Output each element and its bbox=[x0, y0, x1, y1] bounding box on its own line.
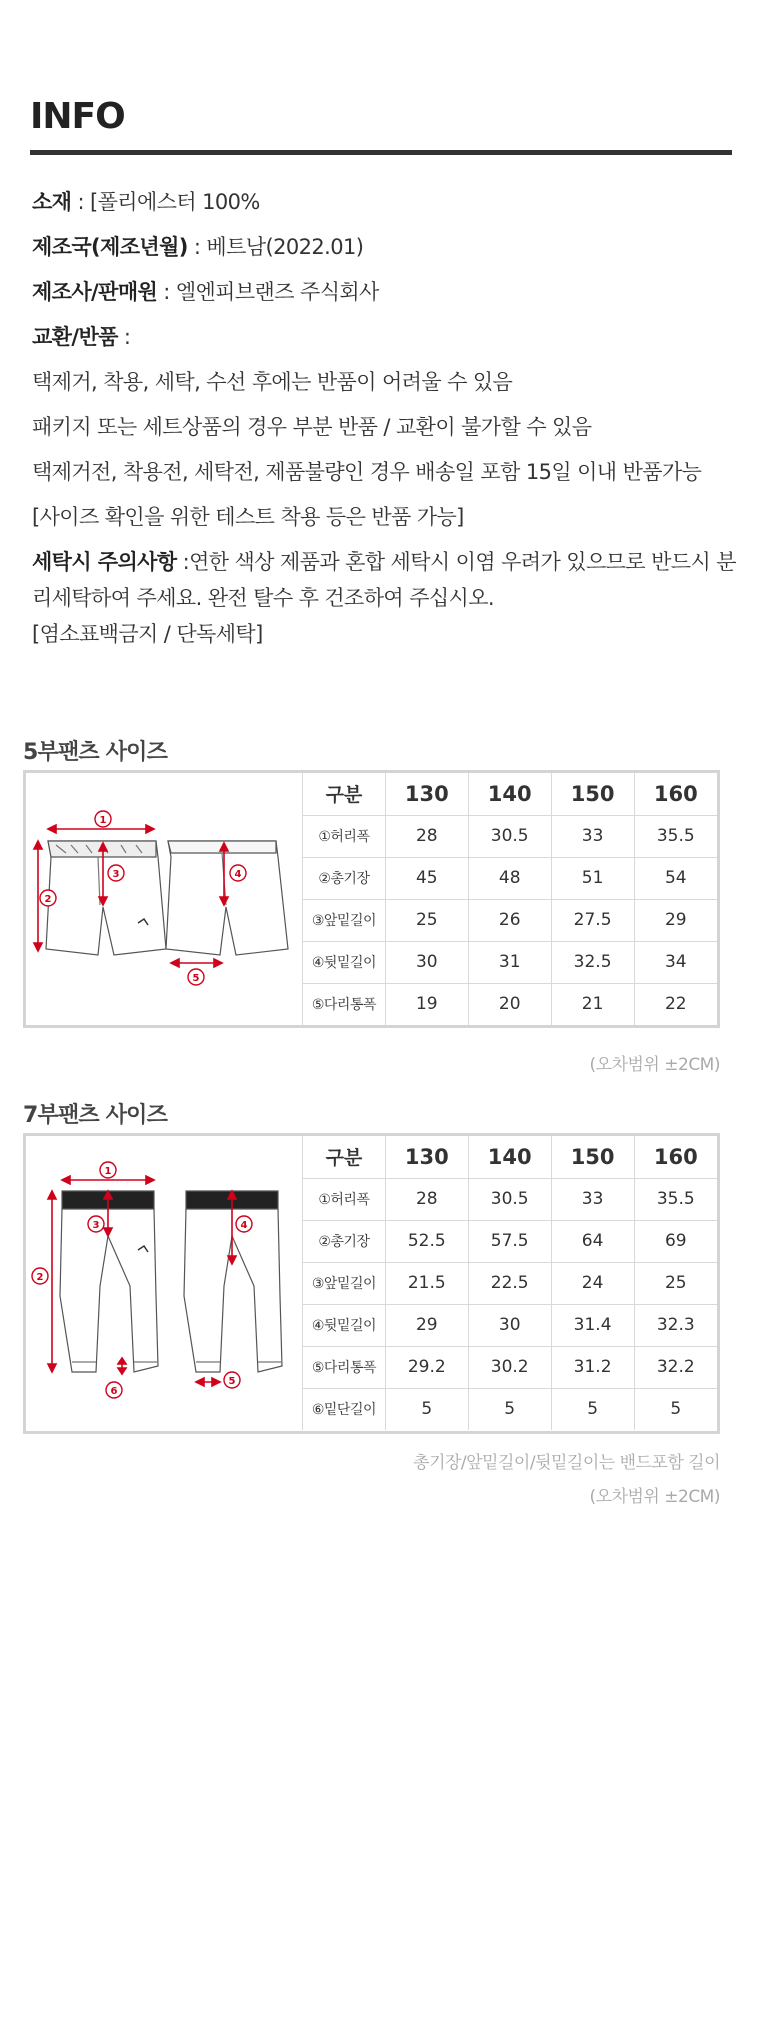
pants-marker-label-5: 5 bbox=[228, 1376, 236, 1387]
table-cell: 5 bbox=[634, 1388, 717, 1430]
table-cell: 19 bbox=[385, 983, 468, 1025]
table-row bbox=[303, 983, 718, 1025]
table-row bbox=[303, 899, 718, 941]
table-cell: 28 bbox=[385, 1178, 468, 1220]
maker-label: 제조사/판매원 bbox=[32, 280, 158, 304]
material-label: 소재 bbox=[32, 190, 72, 214]
shorts-marker-label-4: 4 bbox=[234, 869, 242, 880]
shorts-marker-label-5: 5 bbox=[192, 973, 200, 984]
table-cell: 33 bbox=[551, 1178, 634, 1220]
pants-size-title: 7부팬츠 사이즈 bbox=[23, 1103, 168, 1128]
table-cell: 22.5 bbox=[468, 1262, 551, 1304]
exchange-line bbox=[32, 315, 742, 360]
row-label: ②총기장 bbox=[303, 857, 386, 899]
pants-tolerance-note: (오차범위 ±2CM) bbox=[589, 1487, 720, 1507]
header-cell: 160 bbox=[634, 1136, 717, 1178]
table-cell: 30.5 bbox=[468, 815, 551, 857]
return-line-4: [사이즈 확인을 위한 테스트 착용 등은 반품 가능] bbox=[32, 505, 464, 529]
header-cell: 150 bbox=[551, 1136, 634, 1178]
shorts-size-title: 5부팬츠 사이즈 bbox=[23, 740, 168, 765]
table-cell: 27.5 bbox=[551, 899, 634, 941]
exchange-label: 교환/반품 bbox=[32, 325, 118, 349]
material-value: : [폴리에스터 100% bbox=[71, 190, 260, 214]
maker-line bbox=[32, 270, 742, 315]
wash-line-3: [염소표백금지 / 단독세탁] bbox=[32, 622, 263, 646]
wash-caution bbox=[32, 544, 742, 616]
pants-back-drawing bbox=[184, 1191, 282, 1372]
pants-marker-label-3: 3 bbox=[92, 1220, 100, 1231]
table-cell: 20 bbox=[468, 983, 551, 1025]
table-row bbox=[303, 941, 718, 983]
origin-label: 제조국(제조년월) bbox=[32, 235, 188, 259]
pants-illustration bbox=[26, 1136, 301, 1431]
return-line-3: 택제거전, 착용전, 세탁전, 제품불량인 경우 배송일 포함 15일 이내 반품가능 bbox=[32, 460, 702, 484]
table-cell: 29 bbox=[634, 899, 717, 941]
table-cell: 32.5 bbox=[551, 941, 634, 983]
table-cell: 25 bbox=[385, 899, 468, 941]
table-header-row bbox=[303, 773, 718, 815]
table-cell: 31.2 bbox=[551, 1346, 634, 1388]
info-details bbox=[32, 180, 742, 652]
table-cell: 69 bbox=[634, 1220, 717, 1262]
material-line bbox=[32, 180, 742, 225]
table-row bbox=[303, 1346, 718, 1388]
header-cell: 160 bbox=[634, 773, 717, 815]
table-cell: 28 bbox=[385, 815, 468, 857]
pants-size-box bbox=[23, 1133, 720, 1434]
row-label: ③앞밑길이 bbox=[303, 899, 386, 941]
row-label: ⑥밑단길이 bbox=[303, 1388, 386, 1430]
table-cell: 30 bbox=[468, 1304, 551, 1346]
table-cell: 21.5 bbox=[385, 1262, 468, 1304]
table-cell: 48 bbox=[468, 857, 551, 899]
row-label: ①허리폭 bbox=[303, 1178, 386, 1220]
origin-value: : 베트남(2022.01) bbox=[187, 235, 364, 259]
table-cell: 22 bbox=[634, 983, 717, 1025]
table-cell: 29 bbox=[385, 1304, 468, 1346]
origin-line bbox=[32, 225, 742, 270]
table-cell: 30.2 bbox=[468, 1346, 551, 1388]
table-header-row bbox=[303, 1136, 718, 1178]
table-cell: 5 bbox=[385, 1388, 468, 1430]
pants-marker-label-6: 6 bbox=[110, 1386, 118, 1397]
table-cell: 32.3 bbox=[634, 1304, 717, 1346]
pants-marker-label-1: 1 bbox=[104, 1166, 112, 1177]
shorts-size-table bbox=[302, 773, 717, 1025]
table-cell: 5 bbox=[551, 1388, 634, 1430]
return-line-2: 패키지 또는 세트상품의 경우 부분 반품 / 교환이 불가할 수 있음 bbox=[32, 415, 592, 439]
pants-marker-label-4: 4 bbox=[240, 1220, 248, 1231]
header-cell: 130 bbox=[385, 773, 468, 815]
row-label: ②총기장 bbox=[303, 1220, 386, 1262]
table-row bbox=[303, 1304, 718, 1346]
table-cell: 52.5 bbox=[385, 1220, 468, 1262]
info-divider bbox=[30, 150, 732, 155]
row-label: ④뒷밑길이 bbox=[303, 1304, 386, 1346]
shorts-size-box bbox=[23, 770, 720, 1028]
shorts-marker-label-2: 2 bbox=[44, 894, 52, 905]
shorts-marker-label-1: 1 bbox=[99, 815, 107, 826]
wash-value: :연한 색상 제품과 혼합 세탁시 이염 우려가 있으므로 반드시 분리세탁하여 주세요. 완전 탈수 후 건조하여 주십시오. bbox=[32, 550, 736, 610]
table-row bbox=[303, 1262, 718, 1304]
table-cell: 33 bbox=[551, 815, 634, 857]
table-cell: 5 bbox=[468, 1388, 551, 1430]
table-cell: 30 bbox=[385, 941, 468, 983]
header-cell: 130 bbox=[385, 1136, 468, 1178]
row-label: ⑤다리통폭 bbox=[303, 983, 386, 1025]
pants-front-drawing bbox=[60, 1191, 158, 1372]
table-row bbox=[303, 815, 718, 857]
table-row bbox=[303, 1220, 718, 1262]
row-label: ④뒷밑길이 bbox=[303, 941, 386, 983]
table-cell: 24 bbox=[551, 1262, 634, 1304]
wash-label: 세탁시 주의사항 bbox=[32, 550, 177, 574]
pants-band-note: 총기장/앞밑길이/뒷밑길이는 밴드포함 길이 bbox=[413, 1453, 720, 1473]
maker-value: : 엘엔피브랜즈 주식회사 bbox=[157, 280, 379, 304]
header-cell: 구분 bbox=[303, 773, 386, 815]
table-cell: 51 bbox=[551, 857, 634, 899]
table-row bbox=[303, 857, 718, 899]
table-cell: 54 bbox=[634, 857, 717, 899]
table-cell: 32.2 bbox=[634, 1346, 717, 1388]
pants-size-table bbox=[302, 1136, 717, 1430]
exchange-value: : bbox=[117, 325, 131, 349]
table-cell: 31.4 bbox=[551, 1304, 634, 1346]
header-cell: 구분 bbox=[303, 1136, 386, 1178]
table-row bbox=[303, 1178, 718, 1220]
table-cell: 35.5 bbox=[634, 815, 717, 857]
header-cell: 140 bbox=[468, 1136, 551, 1178]
table-cell: 26 bbox=[468, 899, 551, 941]
header-cell: 150 bbox=[551, 773, 634, 815]
header-cell: 140 bbox=[468, 773, 551, 815]
return-line-1: 택제거, 착용, 세탁, 수선 후에는 반품이 어려울 수 있음 bbox=[32, 370, 513, 394]
row-label: ⑤다리통폭 bbox=[303, 1346, 386, 1388]
table-cell: 34 bbox=[634, 941, 717, 983]
pants-marker-label-2: 2 bbox=[36, 1272, 44, 1283]
shorts-illustration bbox=[26, 773, 301, 1025]
table-cell: 29.2 bbox=[385, 1346, 468, 1388]
table-row bbox=[303, 1388, 718, 1430]
row-label: ①허리폭 bbox=[303, 815, 386, 857]
table-cell: 31 bbox=[468, 941, 551, 983]
shorts-marker-label-3: 3 bbox=[112, 869, 120, 880]
table-cell: 57.5 bbox=[468, 1220, 551, 1262]
table-cell: 30.5 bbox=[468, 1178, 551, 1220]
row-label: ③앞밑길이 bbox=[303, 1262, 386, 1304]
table-cell: 45 bbox=[385, 857, 468, 899]
table-cell: 64 bbox=[551, 1220, 634, 1262]
table-cell: 21 bbox=[551, 983, 634, 1025]
table-cell: 35.5 bbox=[634, 1178, 717, 1220]
shorts-tolerance-note: (오차범위 ±2CM) bbox=[589, 1055, 720, 1075]
table-cell: 25 bbox=[634, 1262, 717, 1304]
info-title: INFO bbox=[30, 96, 125, 137]
